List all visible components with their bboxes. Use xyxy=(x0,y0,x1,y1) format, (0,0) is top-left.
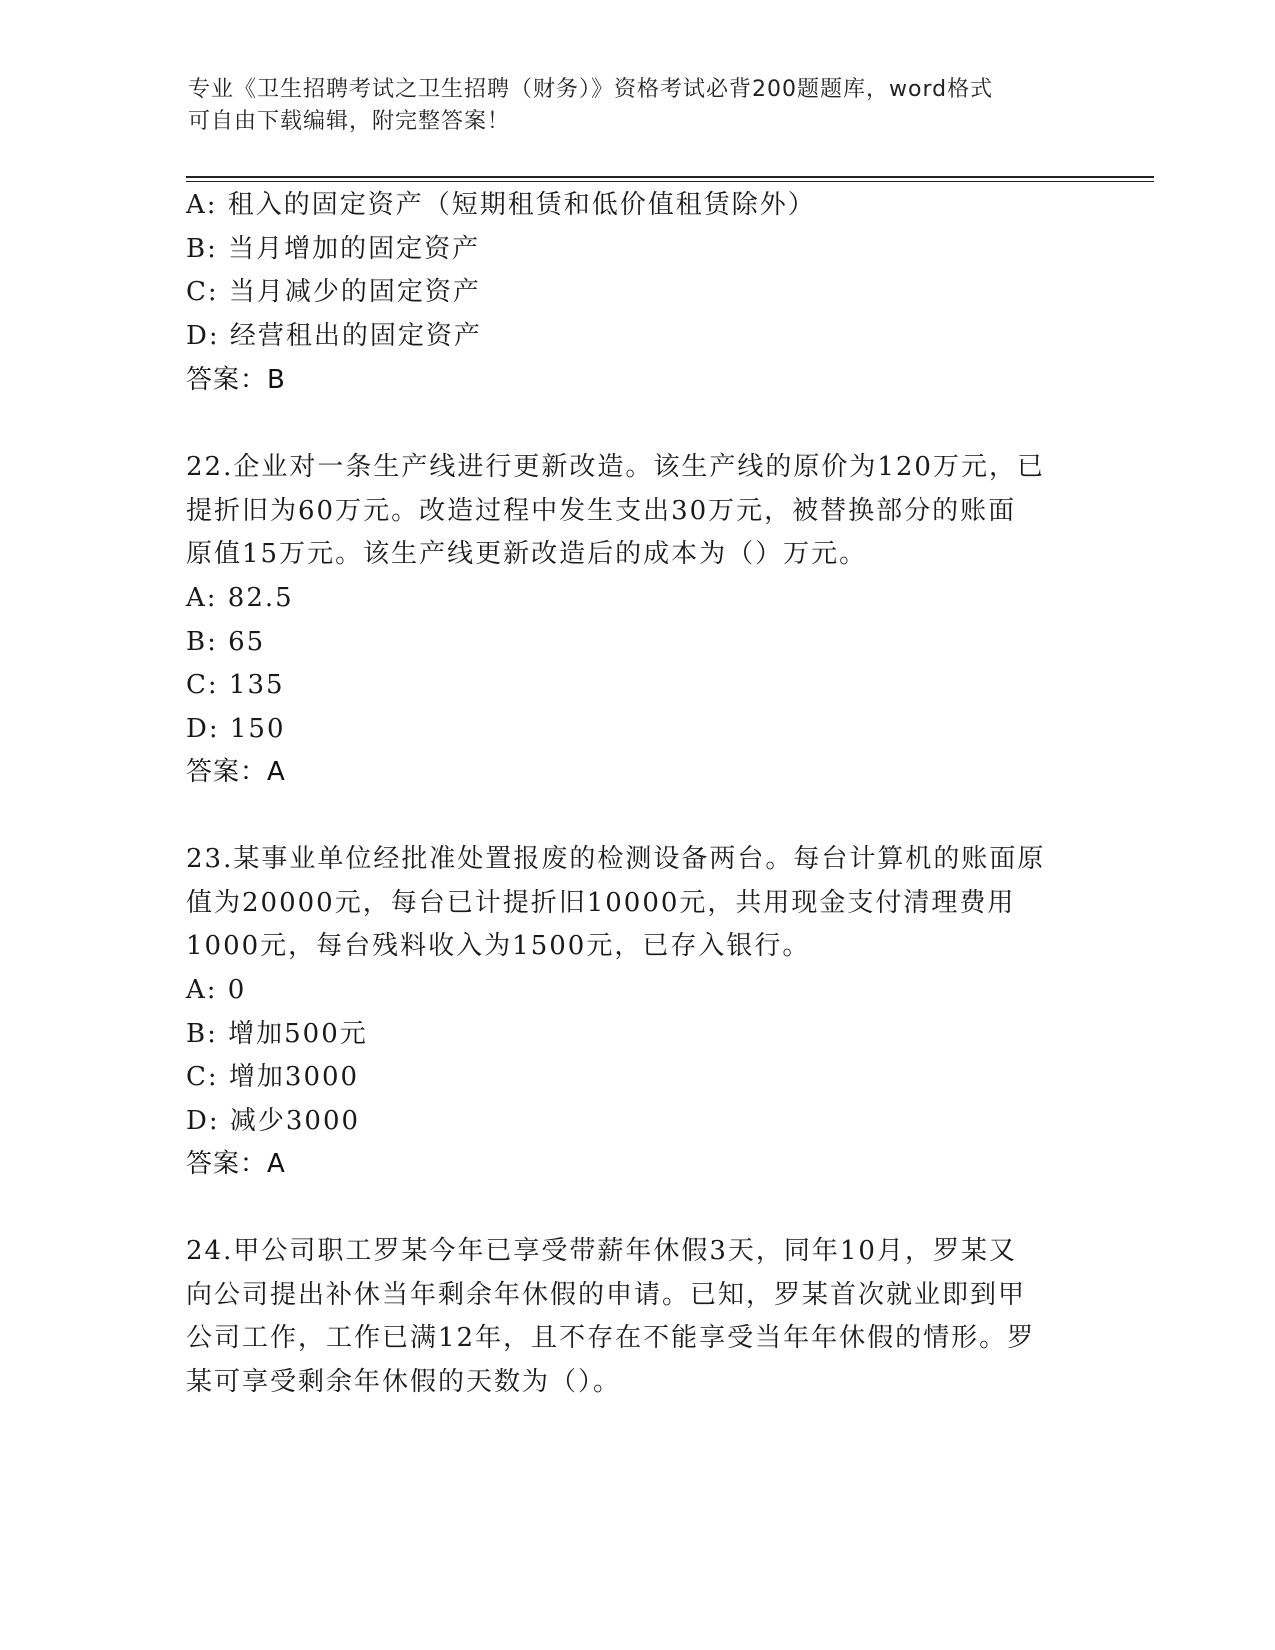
q22-option-a: A: 82.5 xyxy=(186,583,294,613)
q22-option-d: D: 150 xyxy=(186,714,286,744)
q23-stem-line-2: 值为20000元，每台已计提折旧10000元，共用现金支付清理费用 xyxy=(186,888,1016,918)
q23-stem-line-3: 1000元，每台残料收入为1500元，已存入银行。 xyxy=(186,931,811,961)
q23-option-a: A: 0 xyxy=(186,975,247,1005)
q23-stem-line-1: 23.某事业单位经批准处置报废的检测设备两台。每台计算机的账面原 xyxy=(186,844,1046,874)
q24-stem-line-4: 某可享受剩余年休假的天数为（）。 xyxy=(186,1367,622,1397)
q22-answer: 答案：A xyxy=(186,757,286,787)
document-header xyxy=(188,74,1068,138)
q22-stem-line-1: 22.企业对一条生产线进行更新改造。该生产线的原价为120万元，已 xyxy=(186,452,1045,482)
q22-option-b: B: 65 xyxy=(186,627,266,657)
q23-option-b: B: 增加500元 xyxy=(186,1019,368,1049)
q21-option-c: C: 当月减少的固定资产 xyxy=(186,277,481,307)
q22-stem-line-2: 提折旧为60万元。改造过程中发生支出30万元，被替换部分的账面 xyxy=(186,496,1017,526)
q22-stem-line-3: 原值15万元。该生产线更新改造后的成本为（）万元。 xyxy=(186,539,868,569)
q23-option-d: D: 减少3000 xyxy=(186,1106,361,1136)
header-line-2: 可自由下载编辑，附完整答案！ xyxy=(188,109,511,134)
header-rule-thin xyxy=(186,181,1154,182)
q21-option-d: D: 经营租出的固定资产 xyxy=(186,321,482,351)
header-rule-thick xyxy=(186,176,1154,178)
q21-option-a: A: 租入的固定资产（短期租赁和低价值租赁除外） xyxy=(186,190,816,220)
q21-option-b: B: 当月增加的固定资产 xyxy=(186,234,481,264)
q24-stem-line-3: 公司工作，工作已满12年，且不存在不能享受当年年休假的情形。罗 xyxy=(186,1323,1036,1353)
header-line-1: 专业《卫生招聘考试之卫生招聘（财务）》资格考试必背200题题库，word格式 xyxy=(188,77,994,102)
q23-answer: 答案：A xyxy=(186,1149,286,1179)
q21-answer: 答案：B xyxy=(186,365,286,395)
q23-option-c: C: 增加3000 xyxy=(186,1062,360,1092)
q24-stem-line-2: 向公司提出补休当年剩余年休假的申请。已知，罗某首次就业即到甲 xyxy=(186,1280,1027,1310)
q22-option-c: C: 135 xyxy=(186,670,285,700)
q24-stem-line-1: 24.甲公司职工罗某今年已享受带薪年休假3天，同年10月，罗某又 xyxy=(186,1236,1017,1266)
